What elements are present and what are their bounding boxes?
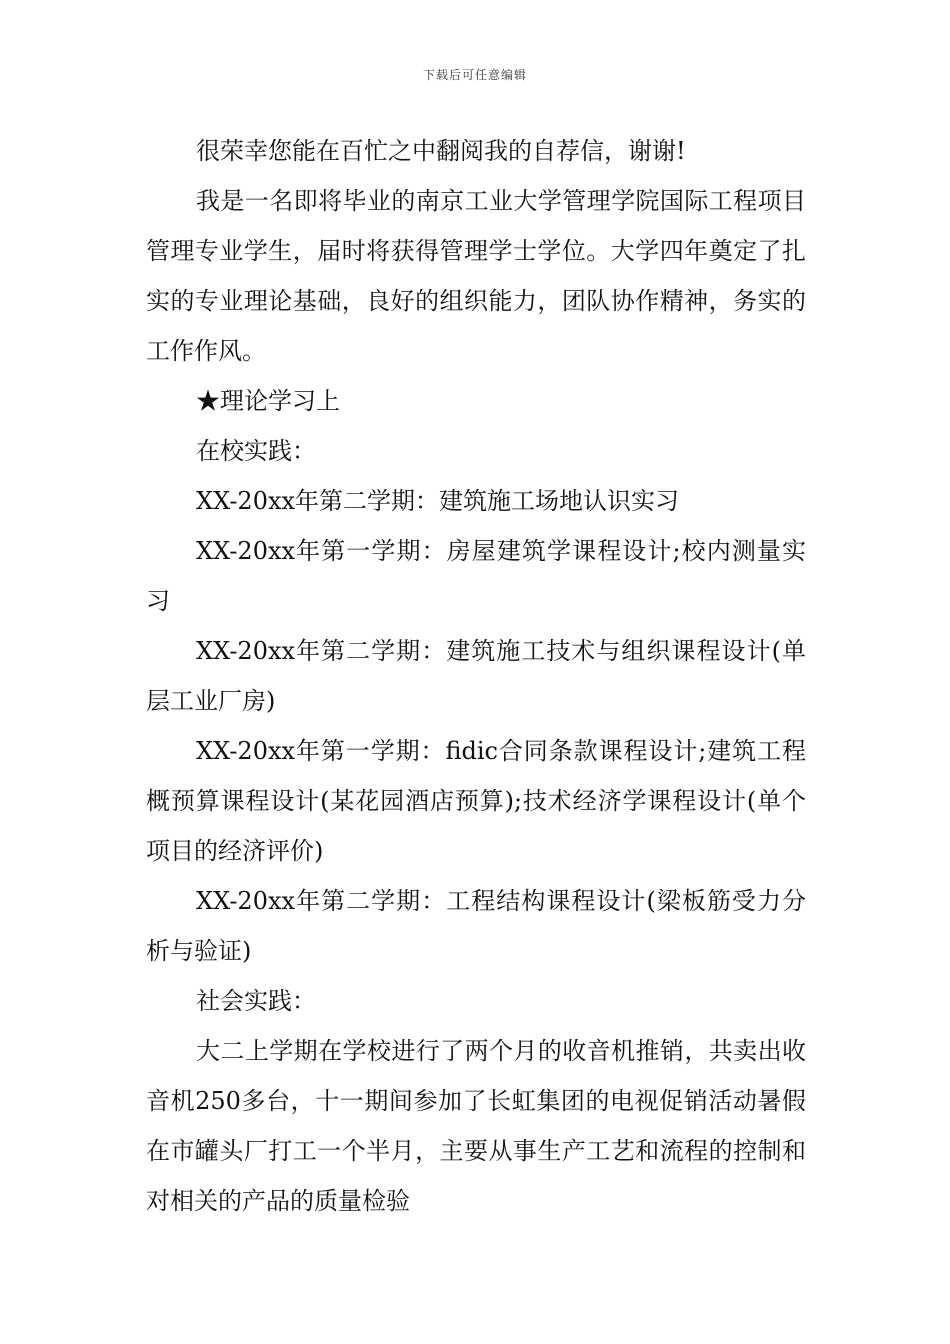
social-practice-paragraph: 大二上学期在学校进行了两个月的收音机推销，共卖出收音机250多台，十一期间参加了长虹集团的电视促销活动暑假在市罐头厂打工一个半月，主要从事生产工艺和流程的控制和对相关的产品的质量检验	[146, 1037, 806, 1215]
practice-item: XX-20xx年第二学期：工程结构课程设计(梁板筋受力分析与验证)	[146, 887, 806, 965]
intro-paragraph: 我是一名即将毕业的南京工业大学管理学院国际工程项目管理专业学生，届时将获得管理学士学位。大学四年奠定了扎实的专业理论基础，良好的组织能力，团队协作精神，务实的工作作风。	[146, 187, 806, 365]
greeting-paragraph: 很荣幸您能在百忙之中翻阅我的自荐信，谢谢!	[196, 137, 686, 165]
practice-item: XX-20xx年第二学期：建筑施工技术与组织课程设计(单层工业厂房)	[146, 637, 806, 715]
document-body	[146, 126, 806, 1226]
section-heading-theory: ★理论学习上	[196, 387, 340, 415]
header-note: 下载后可任意编辑	[422, 68, 527, 82]
practice-item: XX-20xx年第一学期：房屋建筑学课程设计;校内测量实习	[146, 537, 806, 615]
practice-item: XX-20xx年第一学期：fidic合同条款课程设计;建筑工程概预算课程设计(某花园酒店预算);技术经济学课程设计(单个项目的经济评价)	[146, 737, 806, 865]
practice-item: XX-20xx年第二学期：建筑施工场地认识实习	[196, 487, 680, 515]
subheading-campus-practice: 在校实践：	[196, 437, 316, 465]
subheading-social-practice: 社会实践：	[196, 987, 316, 1015]
